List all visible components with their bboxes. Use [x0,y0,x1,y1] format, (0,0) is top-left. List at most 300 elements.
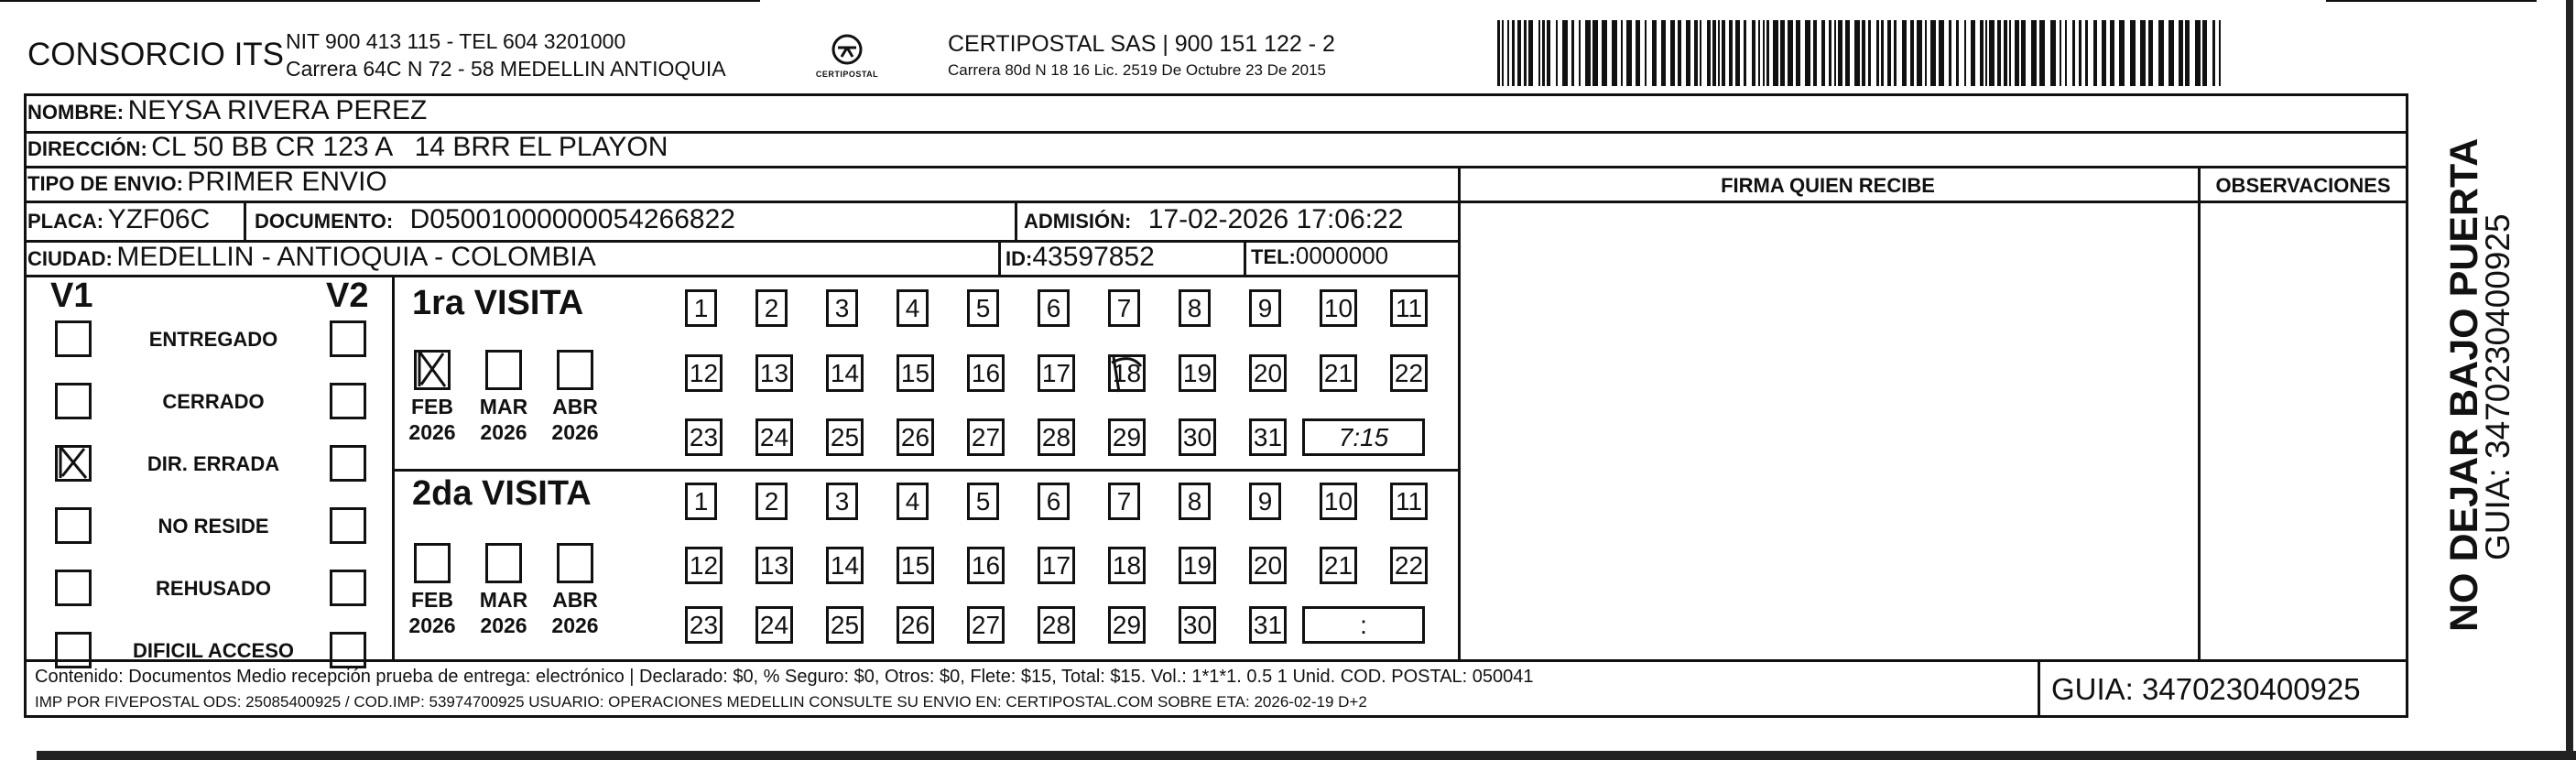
barcode-bar [1636,20,1640,86]
day-box[interactable] [1249,606,1287,644]
barcode-bar [2031,20,2037,86]
barcode-bar [2110,20,2114,86]
month-checkbox[interactable] [414,350,451,390]
barcode-bar [2202,20,2207,86]
divider [1458,166,1461,660]
day-box[interactable] [1249,483,1281,520]
day-number: 5 [975,294,991,322]
status-reason-label: DIR. ERRADA [147,452,280,475]
barcode-bar [2079,20,2081,86]
day-box[interactable] [1179,418,1216,456]
placa-label: PLACA: [27,210,104,233]
v2-checkbox[interactable] [330,507,366,544]
day-box[interactable] [967,354,1005,392]
day-box[interactable] [685,483,717,520]
day-number: 6 [1046,294,1061,322]
barcode-bar [1949,20,1951,86]
day-box[interactable] [1390,547,1428,584]
month-label [472,587,536,638]
barcode-bar [2158,20,2164,86]
day-number: 8 [1187,487,1202,516]
barcode-bar [1542,20,1545,86]
v1-checkbox[interactable] [55,632,92,668]
barcode-bar [1763,20,1765,86]
time-value: : [1360,611,1367,639]
barcode-bar [1845,20,1850,86]
day-number: 17 [1041,551,1071,580]
barcode-bar [2219,20,2221,86]
barcode-bar [2039,20,2045,86]
admision-field [1024,204,1403,235]
day-number: 20 [1253,359,1283,387]
scan-edge-bottom [37,751,2576,760]
divider [1015,201,1017,240]
barcode-bar [1971,20,1975,86]
day-number: 23 [689,423,719,451]
direccion-label: DIRECCIÓN: [27,137,147,160]
day-number: 10 [1323,294,1353,322]
nombre-value: NEYSA RIVERA PEREZ [127,95,428,125]
visit2-title: 2da VISITA [412,474,592,513]
barcode-bar [1989,20,1994,86]
day-box[interactable] [1179,483,1211,520]
barcode-bar [2148,20,2153,86]
barcode-bar [1592,20,1598,86]
v1-checkbox[interactable] [55,507,92,544]
month-name: FEB [411,588,453,612]
day-box[interactable] [967,418,1005,456]
barcode-bar [1547,20,1550,86]
id-field [1005,242,1155,273]
day-box[interactable] [755,418,793,456]
status-reason-label: ENTREGADO [148,328,278,351]
day-number: 29 [1112,611,1142,639]
barcode-bar [1502,20,1504,86]
day-number: 21 [1323,551,1353,580]
barcode-bar [1678,20,1681,86]
day-number: 23 [689,611,719,639]
barcode-bar [2168,20,2174,86]
barcode-bar [2119,20,2125,86]
status-reason-label: REHUSADO [156,577,271,600]
tel-label: TEL: [1251,245,1296,268]
barcode-bar [1652,20,1657,86]
v1-checkbox[interactable] [55,570,92,606]
month-name: MAR [479,395,528,418]
divider [392,469,1458,472]
day-number: 2 [764,294,779,322]
v2-checkbox[interactable] [330,320,366,357]
day-box[interactable] [897,354,934,392]
day-number: 3 [834,294,850,322]
day-number: 30 [1182,611,1212,639]
barcode-bar [1645,20,1647,86]
day-number: 22 [1394,359,1424,387]
day-number: 19 [1182,551,1212,580]
barcode [1497,20,2225,86]
scan-edge-top [0,0,760,2]
day-box[interactable] [1108,547,1146,584]
barcode-bar [2212,20,2215,86]
month-year: 2026 [551,613,599,637]
footer-guia: GUIA: 3470230400925 [2051,672,2361,706]
barcode-bar [1694,20,1698,86]
month-name: MAR [479,588,528,612]
time-box[interactable] [1302,606,1425,644]
barcode-bar [1939,20,1944,86]
barcode-bar [1956,20,1959,86]
day-number: 18 [1112,359,1142,387]
barcode-bar [1562,20,1568,86]
time-box[interactable] [1302,418,1425,456]
day-box[interactable] [1038,483,1070,520]
barcode-bar [1626,20,1632,86]
month-label [400,587,464,638]
v1-checkbox[interactable] [55,320,92,357]
admision-label: ADMISIÓN: [1024,210,1132,233]
documento-value: D05001000000054266822 [409,204,735,234]
day-box[interactable] [1320,547,1357,584]
day-box[interactable] [897,483,929,520]
day-number: 19 [1182,359,1212,387]
day-box[interactable] [1390,483,1428,520]
barcode-bar [1834,20,1836,86]
certipostal-logo [810,31,884,86]
day-number: 12 [689,551,719,580]
month-label [472,394,536,445]
day-box[interactable] [967,547,1005,584]
day-box[interactable] [755,289,788,327]
day-box[interactable] [1038,547,1075,584]
barcode-bar [1964,20,1966,86]
day-box[interactable] [685,547,723,584]
barcode-bar [1556,20,1558,86]
v2-checkbox[interactable] [330,632,366,668]
tel-value: 0000000 [1295,242,1389,269]
day-box[interactable] [1108,418,1146,456]
barcode-bar [1670,20,1675,86]
day-number: 12 [689,359,719,387]
day-number: 20 [1253,551,1283,580]
barcode-bar [2015,20,2019,86]
barcode-bar [2140,20,2146,86]
barcode-bar [2072,20,2075,86]
footer-line-2: IMP POR FIVEPOSTAL ODS: 25085400925 / COD.IMP: 53974700925 USUARIO: OPERACIONES MEDELLIN CONSULTE SU ENVIO EN: CERTIPOSTAL.COM SOBRE ETA: 2026-02-19 D+2 [35,693,1367,711]
divider [24,275,1458,277]
barcode-bar [1829,20,1831,86]
barcode-bar [1585,20,1591,86]
v2-label: V2 [326,277,369,315]
v2-checkbox[interactable] [330,445,366,482]
barcode-bar [1579,20,1581,86]
day-box[interactable] [826,547,864,584]
barcode-bar [1766,20,1769,86]
day-box[interactable] [897,547,934,584]
day-number: 27 [971,423,1001,451]
day-box[interactable] [1249,354,1287,392]
day-number: 5 [975,487,991,516]
day-box[interactable] [1108,289,1140,327]
id-value: 43597852 [1032,242,1155,272]
day-box[interactable] [685,289,717,327]
tipo-envio-label: TIPO DE ENVIO: [27,172,183,195]
barcode-bar [1788,20,1793,86]
day-box[interactable] [755,354,793,392]
barcode-bar [1612,20,1617,86]
barcode-bar [2185,20,2190,86]
day-number: 9 [1257,294,1273,322]
barcode-bar [1813,20,1817,86]
barcode-bar [1796,20,1800,86]
month-year: 2026 [480,613,527,637]
day-number: 15 [900,359,930,387]
day-number: 8 [1187,294,1202,322]
day-number: 1 [693,294,709,322]
barcode-bar [2009,20,2011,86]
barcode-bar [2195,20,2201,86]
barcode-bar [1881,20,1884,86]
barcode-bar [1661,20,1666,86]
v2-checkbox[interactable] [330,383,366,419]
day-number: 11 [1395,487,1423,516]
divider [392,275,395,659]
nombre-row [27,95,427,126]
month-name: ABR [552,395,598,418]
month-name: ABR [552,588,598,612]
barcode-bar [1512,20,1515,86]
divider [998,240,1001,275]
day-box[interactable] [967,606,1005,644]
day-box[interactable] [1179,606,1216,644]
barcode-bar [1744,20,1746,86]
day-number: 26 [900,611,930,639]
divider [24,659,2408,662]
barcode-bar [1821,20,1825,86]
barcode-bar [1780,20,1785,86]
barcode-bar [2060,20,2061,86]
day-box[interactable] [1320,289,1357,327]
day-box[interactable] [1390,289,1428,327]
status-reason-label: NO RESIDE [158,515,269,537]
barcode-bar [1868,20,1871,86]
day-box[interactable] [1320,354,1357,392]
barcode-bar [1752,20,1755,86]
day-box[interactable] [1390,354,1428,392]
day-number: 28 [1041,611,1071,639]
month-year: 2026 [408,613,456,637]
scan-edge-right [2566,0,2573,760]
day-box[interactable] [1038,606,1075,644]
month-label [400,394,464,445]
handwritten-check-mark-icon [55,445,92,482]
day-number: 27 [971,611,1001,639]
day-box[interactable] [755,483,788,520]
barcode-bar [1686,20,1690,86]
day-box[interactable] [1108,483,1140,520]
day-box[interactable] [1249,418,1287,456]
day-number: 26 [900,423,930,451]
documento-label: DOCUMENTO: [255,210,394,233]
month-checkbox[interactable] [557,543,593,583]
barcode-bar [1538,20,1540,86]
barcode-bar [1735,20,1740,86]
day-number: 25 [830,423,860,451]
barcode-bar [1925,20,1927,86]
month-label [543,587,607,638]
barcode-bar [2102,20,2106,86]
barcode-bar [1497,20,1500,86]
barcode-bar [2004,20,2007,86]
barcode-bar [1876,20,1879,86]
barcode-bar [1571,20,1574,86]
divider [1244,240,1246,275]
month-checkbox[interactable] [414,543,451,583]
day-box[interactable] [1249,547,1287,584]
day-number: 14 [830,551,860,580]
carrier-address: Carrera 80d N 18 16 Lic. 2519 De Octubre 23 De 2015 [948,61,1326,79]
day-number: 7 [1116,294,1132,322]
month-checkbox[interactable] [485,350,522,390]
day-number: 3 [834,487,850,516]
day-box[interactable] [1038,354,1075,392]
day-number: 16 [971,551,1001,580]
divider [244,201,246,240]
v1-checkbox[interactable] [55,445,92,482]
day-box[interactable] [1108,606,1146,644]
day-number: 24 [759,423,789,451]
admision-value: 17-02-2026 17:06:22 [1147,204,1404,234]
day-box[interactable] [1179,354,1216,392]
barcode-bar [1997,20,2001,86]
day-box[interactable] [897,606,934,644]
logo-text: CERTIPOSTAL [815,70,879,79]
day-number: 6 [1046,487,1061,516]
barcode-bar [1902,20,1907,86]
day-box[interactable] [897,418,934,456]
company-nit: NIT 900 413 115 - TEL 604 3201000 [286,29,626,53]
day-number: 1 [693,487,709,516]
v1-label: V1 [50,277,93,315]
scan-edge-top-right [2326,0,2537,2]
barcode-bar [2050,20,2056,86]
barcode-bar [2179,20,2183,86]
day-box[interactable] [1179,289,1211,327]
day-box[interactable] [1249,289,1281,327]
barcode-bar [1838,20,1842,86]
placa-value: YZF06C [107,204,211,234]
tipo-envio-value: PRIMER ENVIO [187,167,387,197]
barcode-bar [1910,20,1914,86]
day-number: 9 [1257,487,1273,516]
day-box[interactable] [685,354,723,392]
barcode-bar [1805,20,1810,86]
month-year: 2026 [551,420,599,444]
day-box[interactable] [1320,483,1357,520]
day-box[interactable] [826,418,864,456]
direccion-value: CL 50 BB CR 123 A 14 BRR EL PLAYON [151,132,668,162]
observaciones-label: OBSERVACIONES [2215,174,2391,197]
barcode-bar [2130,20,2136,86]
day-number: 25 [830,611,860,639]
day-number: 31 [1253,423,1283,451]
company-name: CONSORCIO ITS [27,37,285,72]
day-box[interactable] [1108,354,1146,392]
day-box[interactable] [755,547,793,584]
barcode-bar [2085,20,2088,86]
status-reason-label: DIFICIL ACCESO [132,639,294,662]
side-warning: NO DEJAR BAJO PUERTA [2442,137,2486,632]
firma-label: FIRMA QUIEN RECIBE [1721,174,1935,197]
day-box[interactable] [685,606,723,644]
day-box[interactable] [1038,418,1075,456]
handwritten-day-mark-icon [1108,353,1148,396]
ciudad-row [27,242,596,273]
month-checkbox[interactable] [557,350,593,390]
tel-field [1251,242,1388,270]
day-number: 21 [1323,359,1353,387]
month-checkbox[interactable] [485,543,522,583]
day-number: 7 [1116,487,1132,516]
barcode-bar [1773,20,1778,86]
barcode-bar [1729,20,1733,86]
day-box[interactable] [826,289,858,327]
v2-checkbox[interactable] [330,570,366,606]
documento-field [255,204,735,235]
day-number: 30 [1182,423,1212,451]
day-box[interactable] [1038,289,1070,327]
day-number: 4 [905,487,920,516]
barcode-bar [1507,20,1509,86]
day-box[interactable] [826,606,864,644]
placa-row [27,204,210,235]
day-number: 4 [905,294,920,322]
v1-checkbox[interactable] [55,383,92,419]
day-box[interactable] [755,606,793,644]
barcode-bar [1758,20,1760,86]
barcode-bar [1854,20,1860,86]
day-box[interactable] [967,289,999,327]
day-box[interactable] [826,483,858,520]
day-box[interactable] [897,289,929,327]
month-name: FEB [411,395,453,418]
ciudad-value: MEDELLIN - ANTIOQUIA - COLOMBIA [116,242,596,272]
barcode-bar [2021,20,2026,86]
time-value: 7:15 [1338,423,1389,451]
barcode-bar [1621,20,1623,86]
barcode-bar [1718,20,1720,86]
divider [2198,166,2201,660]
side-guia: GUIA: 3470230400925 [2479,213,2516,560]
barcode-bar [1524,20,1527,86]
day-box[interactable] [1179,547,1216,584]
company-address: Carrera 64C N 72 - 58 MEDELLIN ANTIOQUIA [286,57,726,81]
footer-line-1: Contenido: Documentos Medio recepción prueba de entrega: electrónico | Declarado: $0, % Seguro: $0, Otros: $0, Flete: $15, Total: $15. Vol.: 1*1*1. 0.5 1 Unid. COD. POSTAL: 050041 [35,667,1534,687]
barcode-bar [1707,20,1711,86]
barcode-bar [1862,20,1865,86]
day-number: 16 [971,359,1001,387]
day-box[interactable] [967,483,999,520]
divider [2038,659,2040,718]
barcode-bar [2093,20,2097,86]
barcode-bar [2065,20,2067,86]
barcode-bar [1917,20,1922,86]
day-box[interactable] [685,418,723,456]
barcode-bar [1887,20,1891,86]
day-box[interactable] [826,354,864,392]
day-number: 15 [900,551,930,580]
day-number: 22 [1394,551,1424,580]
id-label: ID: [1005,247,1033,270]
